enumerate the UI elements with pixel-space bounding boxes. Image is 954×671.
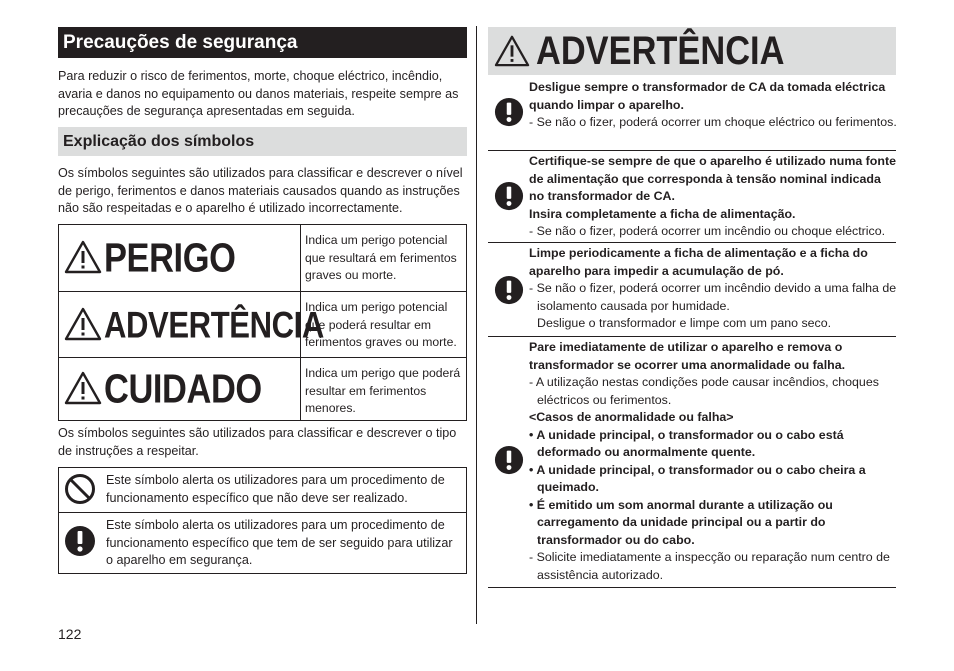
mandatory-icon <box>494 445 524 475</box>
signal-row-perigo <box>59 225 466 291</box>
warning-heading: ADVERTÊNCIA <box>536 29 785 73</box>
symbols-subtitle: Explicação dos símbolos <box>58 127 467 156</box>
warning-block-4 <box>488 337 896 588</box>
symbols-intro-paragraph: Os símbolos seguintes são utilizados para classificar e descrever o nível de perigo, ferimentos e danos materiais causados quando as instruções não são respeitadas e o aparelho é utilizado incorrectamente. <box>58 166 463 215</box>
signal-desc-cuidado: Indica um perigo que poderá resultar em ferimentos menores. <box>305 366 461 415</box>
signal-word-cell <box>59 358 301 420</box>
warning-triangle-icon <box>64 370 102 406</box>
mandatory-icon <box>64 525 96 557</box>
signal-word-perigo: PERIGO <box>104 234 236 281</box>
warning-triangle-icon <box>64 239 102 275</box>
abnormality-case-item: • É emitido um som anormal durante a utilização ou carregamento da unidade principal ou a partir do transformador ou do cabo. <box>529 497 833 547</box>
signal-row-advertencia <box>59 291 466 357</box>
signal-word-cuidado: CUIDADO <box>104 365 262 412</box>
mandatory-icon <box>494 275 524 305</box>
signal-word-advertencia: ADVERTÊNCIA <box>104 304 324 345</box>
warning-consequence: - Se não o fizer, poderá ocorrer um incêndio devido a uma falha de isolamento causada por humidade. <box>529 281 897 313</box>
warning-instruction: Pare imediatamente de utilizar o aparelho e remova o transformador se ocorrer uma anormalidade ou falha. <box>529 340 846 372</box>
symbol-desc-mandatory: Este símbolo alerta os utilizadores para um procedimento de funcionamento específico que tem de ser seguido para utilizar o aparelho em segurança. <box>106 518 453 567</box>
abnormality-cases-heading: <Casos de anormalidade ou falha> <box>529 410 734 424</box>
warning-triangle-icon <box>494 34 530 68</box>
prohibited-icon <box>64 473 96 505</box>
warning-instruction: Limpe periodicamente a ficha de alimentação e a ficha do aparelho para impedir a acumulação de pó. <box>529 246 868 278</box>
warning-instruction: Desligue sempre o transformador de CA da tomada eléctrica quando limpar o aparelho. <box>529 80 886 112</box>
abnormality-case-item: • A unidade principal, o transformador ou o cabo está deformado ou anormalmente quente. <box>529 427 844 459</box>
warning-consequence: - Se não o fizer, poderá ocorrer um incêndio ou choque eléctrico. <box>529 224 886 238</box>
warning-consequence: - Se não o fizer, poderá ocorrer um choque eléctrico ou ferimentos. <box>529 115 897 129</box>
signal-desc-perigo: Indica um perigo potencial que resultará em ferimentos graves ou morte. <box>305 233 457 282</box>
signal-word-table <box>58 224 467 421</box>
warning-remedy: - Solicite imediatamente a inspecção ou reparação num centro de assistência autorizado. <box>529 550 890 582</box>
warning-block-2 <box>488 151 896 243</box>
mandatory-icon <box>494 97 524 127</box>
signal-row-cuidado <box>59 357 466 420</box>
warning-text <box>529 339 897 584</box>
abnormality-case-item: • A unidade principal, o transformador ou o cabo cheira a queimado. <box>529 462 866 494</box>
warning-heading-bar <box>488 27 896 75</box>
signal-word-cell <box>59 292 324 357</box>
warning-consequence: - A utilização nestas condições pode causar incêndios, choques eléctricos ou ferimentos. <box>529 375 879 407</box>
warning-text <box>529 79 897 132</box>
symbol-table <box>58 467 467 574</box>
warning-triangle-icon <box>64 306 102 342</box>
intro-paragraph: Para reduzir o risco de ferimentos, morte, choque eléctrico, incêndio, avaria e danos no equipamento ou danos materiais, respeite sempre as precauções de segurança apresentadas em seguida. <box>58 69 459 118</box>
signal-word-cell <box>59 225 301 291</box>
warning-text <box>529 153 897 241</box>
symbol-row-prohibited <box>59 468 466 512</box>
page-number: 122 <box>58 626 82 642</box>
symbol-row-mandatory <box>59 512 466 574</box>
section-title: Precauções de segurança <box>58 27 467 58</box>
warning-block-3 <box>488 243 896 337</box>
warning-instruction-2: Insira completamente a ficha de alimentação. <box>529 206 796 221</box>
warning-remedy: Desligue o transformador e limpe com um pano seco. <box>537 316 832 330</box>
divider <box>488 587 896 588</box>
symbol-desc-prohibited: Este símbolo alerta os utilizadores para um procedimento de funcionamento específico que não deve ser realizado. <box>106 473 445 505</box>
signal-desc-advertencia: Indica um perigo potencial que poderá resultar em ferimentos graves ou morte. <box>305 300 457 349</box>
mandatory-icon <box>494 181 524 211</box>
instructions-intro-paragraph: Os símbolos seguintes são utilizados para classificar e descrever o tipo de instruções a respeitar. <box>58 426 457 458</box>
warning-block-1 <box>488 77 896 151</box>
warning-instruction: Certifique-se sempre de que o aparelho é utilizado numa fonte de alimentação que corresponda à tensão nominal indicada no transformador de CA. <box>529 154 896 203</box>
warning-text <box>529 245 897 333</box>
column-divider <box>476 26 477 624</box>
